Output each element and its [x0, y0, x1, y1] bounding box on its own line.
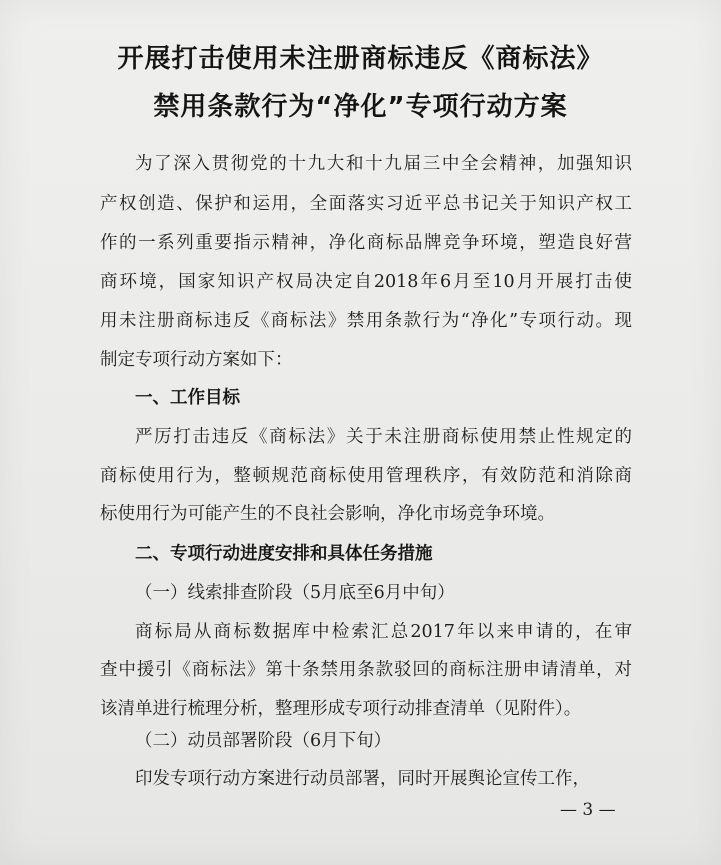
sub1-line: 该清单进行梳理分析，整理形成专项行动排查清单（见附件）。 [100, 699, 582, 719]
intro-line: 作的一系列重要指示精神，净化商标品牌竞争环境，塑造良好营 [100, 233, 632, 253]
document-title-line-1: 开展打击使用未注册商标违反《商标法》 [117, 44, 604, 74]
page-number: — 3 — [560, 800, 616, 820]
section1-line: 严厉打击违反《商标法》关于未注册商标使用禁止性规定的 [135, 427, 632, 447]
section1-line: 标使用行为可能产生的不良社会影响，净化市场竞争环境。 [100, 504, 555, 524]
intro-line: 为了深入贯彻党的十九大和十九届三中全会精神，加强知识 [135, 154, 632, 174]
section1-line: 商标使用行为，整顿规范商标使用管理秩序，有效防范和消除商 [100, 466, 632, 486]
intro-line: 商环境，国家知识产权局决定自2018年6月至10月开展打击使 [100, 272, 632, 292]
subsection-heading-mobilization: （二）动员部署阶段（6月下旬） [135, 731, 392, 751]
sub1-line: 商标局从商标数据库中检索汇总2017年以来申请的，在审 [135, 622, 632, 642]
intro-line: 用未注册商标违反《商标法》禁用条款行为“净化”专项行动。现 [100, 311, 632, 331]
sub2-line: 印发专项行动方案进行动员部署，同时开展舆论宣传工作， [135, 769, 590, 789]
section-heading-goals: 一、工作目标 [135, 388, 240, 408]
section-heading-schedule: 二、专项行动进度安排和具体任务措施 [135, 544, 433, 564]
document-title-line-2: 禁用条款行为“净化”专项行动方案 [153, 92, 568, 122]
subsection-heading-clue-screening: （一）线索排查阶段（5月底至6月中旬） [135, 583, 455, 603]
intro-line: 制定专项行动方案如下： [100, 350, 293, 370]
intro-line: 产权创造、保护和运用，全面落实习近平总书记关于知识产权工 [100, 194, 632, 214]
sub1-line: 查中援引《商标法》第十条禁用条款驳回的商标注册申请清单，对 [100, 660, 632, 680]
